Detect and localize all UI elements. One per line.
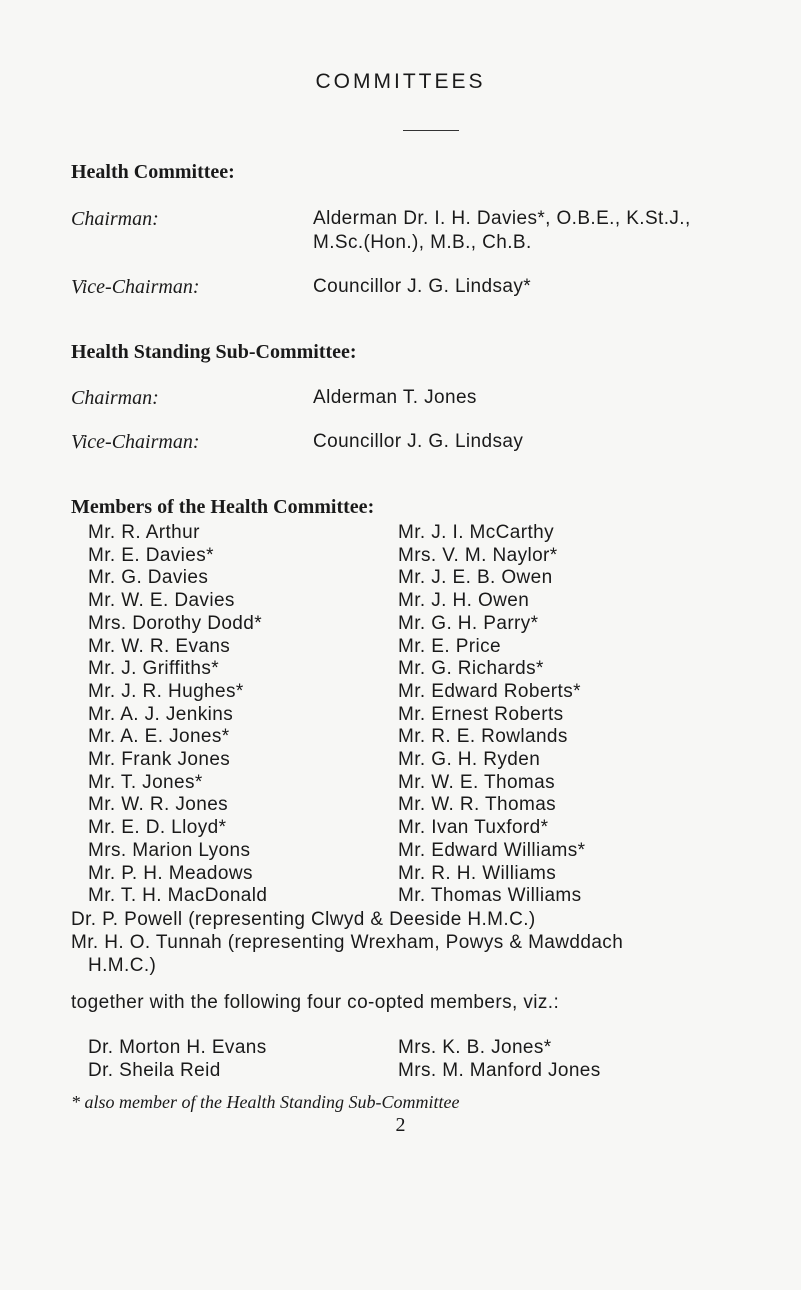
health-committee-heading: Health Committee: [71, 161, 235, 183]
standing-sub-heading: Health Standing Sub-Committee: [71, 341, 357, 363]
members-right-column [398, 522, 585, 908]
representative-tunnah-line1: Mr. H. O. Tunnah (representing Wrexham, Powys & Mawddach [71, 932, 624, 953]
member-entry: Mr. R. H. Williams [398, 862, 557, 884]
health-committee-chairman-line1: Alderman Dr. I. H. Davies*, O.B.E., K.St.J., [313, 208, 691, 229]
member-entry: Mr. J. Griffiths* [88, 658, 220, 680]
standing-sub-vice-label: Vice-Chairman: [71, 431, 200, 453]
member-entry: Mr. J. I. McCarthy [398, 522, 555, 543]
coopted-member: Dr. Morton H. Evans [88, 1037, 267, 1058]
representative-tunnah-line2: H.M.C.) [88, 955, 157, 976]
member-entry: Mr. Edward Roberts* [398, 680, 581, 702]
title-divider [403, 130, 459, 131]
member-entry: Mr. W. E. Thomas [398, 771, 556, 793]
member-entry: Mr. W. R. Evans [88, 635, 231, 657]
standing-sub-vice-value: Councillor J. G. Lindsay [313, 431, 524, 452]
member-entry: Mr. Frank Jones [88, 749, 231, 771]
member-entry: Mr. J. E. B. Owen [398, 567, 553, 589]
member-entry: Mr. G. Davies [88, 567, 209, 589]
member-entry: Mr. R. Arthur [88, 522, 200, 543]
member-entry: Mr. W. E. Davies [88, 590, 235, 612]
representative-powell: Dr. P. Powell (representing Clwyd & Deeside H.M.C.) [71, 909, 536, 930]
member-entry: Mr. Edward Williams* [398, 839, 586, 861]
members-heading: Members of the Health Committee: [71, 496, 375, 518]
member-entry: Mr. P. H. Meadows [88, 862, 253, 884]
member-entry: Mr. G. H. Parry* [398, 612, 539, 634]
member-entry: Mr. Ivan Tuxford* [398, 817, 549, 839]
page-title: COMMITTEES [315, 70, 486, 93]
coopted-member: Mrs. M. Manford Jones [398, 1060, 601, 1081]
member-entry: Mr. J. H. Owen [398, 590, 530, 612]
member-entry: Mr. A. J. Jenkins [88, 703, 234, 725]
member-entry: Mr. G. H. Ryden [398, 749, 541, 771]
members-left-column [88, 522, 267, 908]
member-entry: Mrs. Marion Lyons [88, 839, 251, 861]
standing-sub-chairman-value: Alderman T. Jones [313, 387, 477, 408]
member-entry: Mr. E. Davies* [88, 544, 214, 566]
health-committee-chairman-label: Chairman: [71, 208, 159, 230]
member-entry: Mr. E. D. Lloyd* [88, 817, 227, 839]
standing-sub-chairman-label: Chairman: [71, 387, 159, 409]
member-entry: Mr. Ernest Roberts [398, 703, 564, 725]
member-entry: Mr. W. R. Thomas [398, 794, 557, 816]
member-entry: Mrs. V. M. Naylor* [398, 544, 558, 566]
member-entry: Mr. Thomas Williams [398, 885, 582, 907]
member-entry: Mr. J. R. Hughes* [88, 680, 244, 702]
health-committee-vice-label: Vice-Chairman: [71, 276, 200, 298]
member-entry: Mr. E. Price [398, 635, 501, 657]
member-entry: Mr. W. R. Jones [88, 794, 229, 816]
member-entry: Mr. A. E. Jones* [88, 726, 230, 748]
health-committee-vice-value: Councillor J. G. Lindsay* [313, 276, 532, 297]
member-entry: Mrs. Dorothy Dodd* [88, 612, 263, 634]
footnote: * also member of the Health Standing Sub-Committee [71, 1092, 460, 1112]
member-entry: Mr. R. E. Rowlands [398, 726, 568, 748]
coopted-member: Mrs. K. B. Jones* [398, 1037, 552, 1058]
health-committee-chairman-line2: M.Sc.(Hon.), M.B., Ch.B. [313, 232, 532, 253]
member-entry: Mr. G. Richards* [398, 658, 544, 680]
coopted-intro: together with the following four co-opted members, viz.: [71, 992, 560, 1013]
member-entry: Mr. T. Jones* [88, 771, 203, 793]
member-entry: Mr. T. H. MacDonald [88, 885, 268, 907]
page-number: 2 [395, 1114, 406, 1136]
coopted-member: Dr. Sheila Reid [88, 1060, 221, 1081]
